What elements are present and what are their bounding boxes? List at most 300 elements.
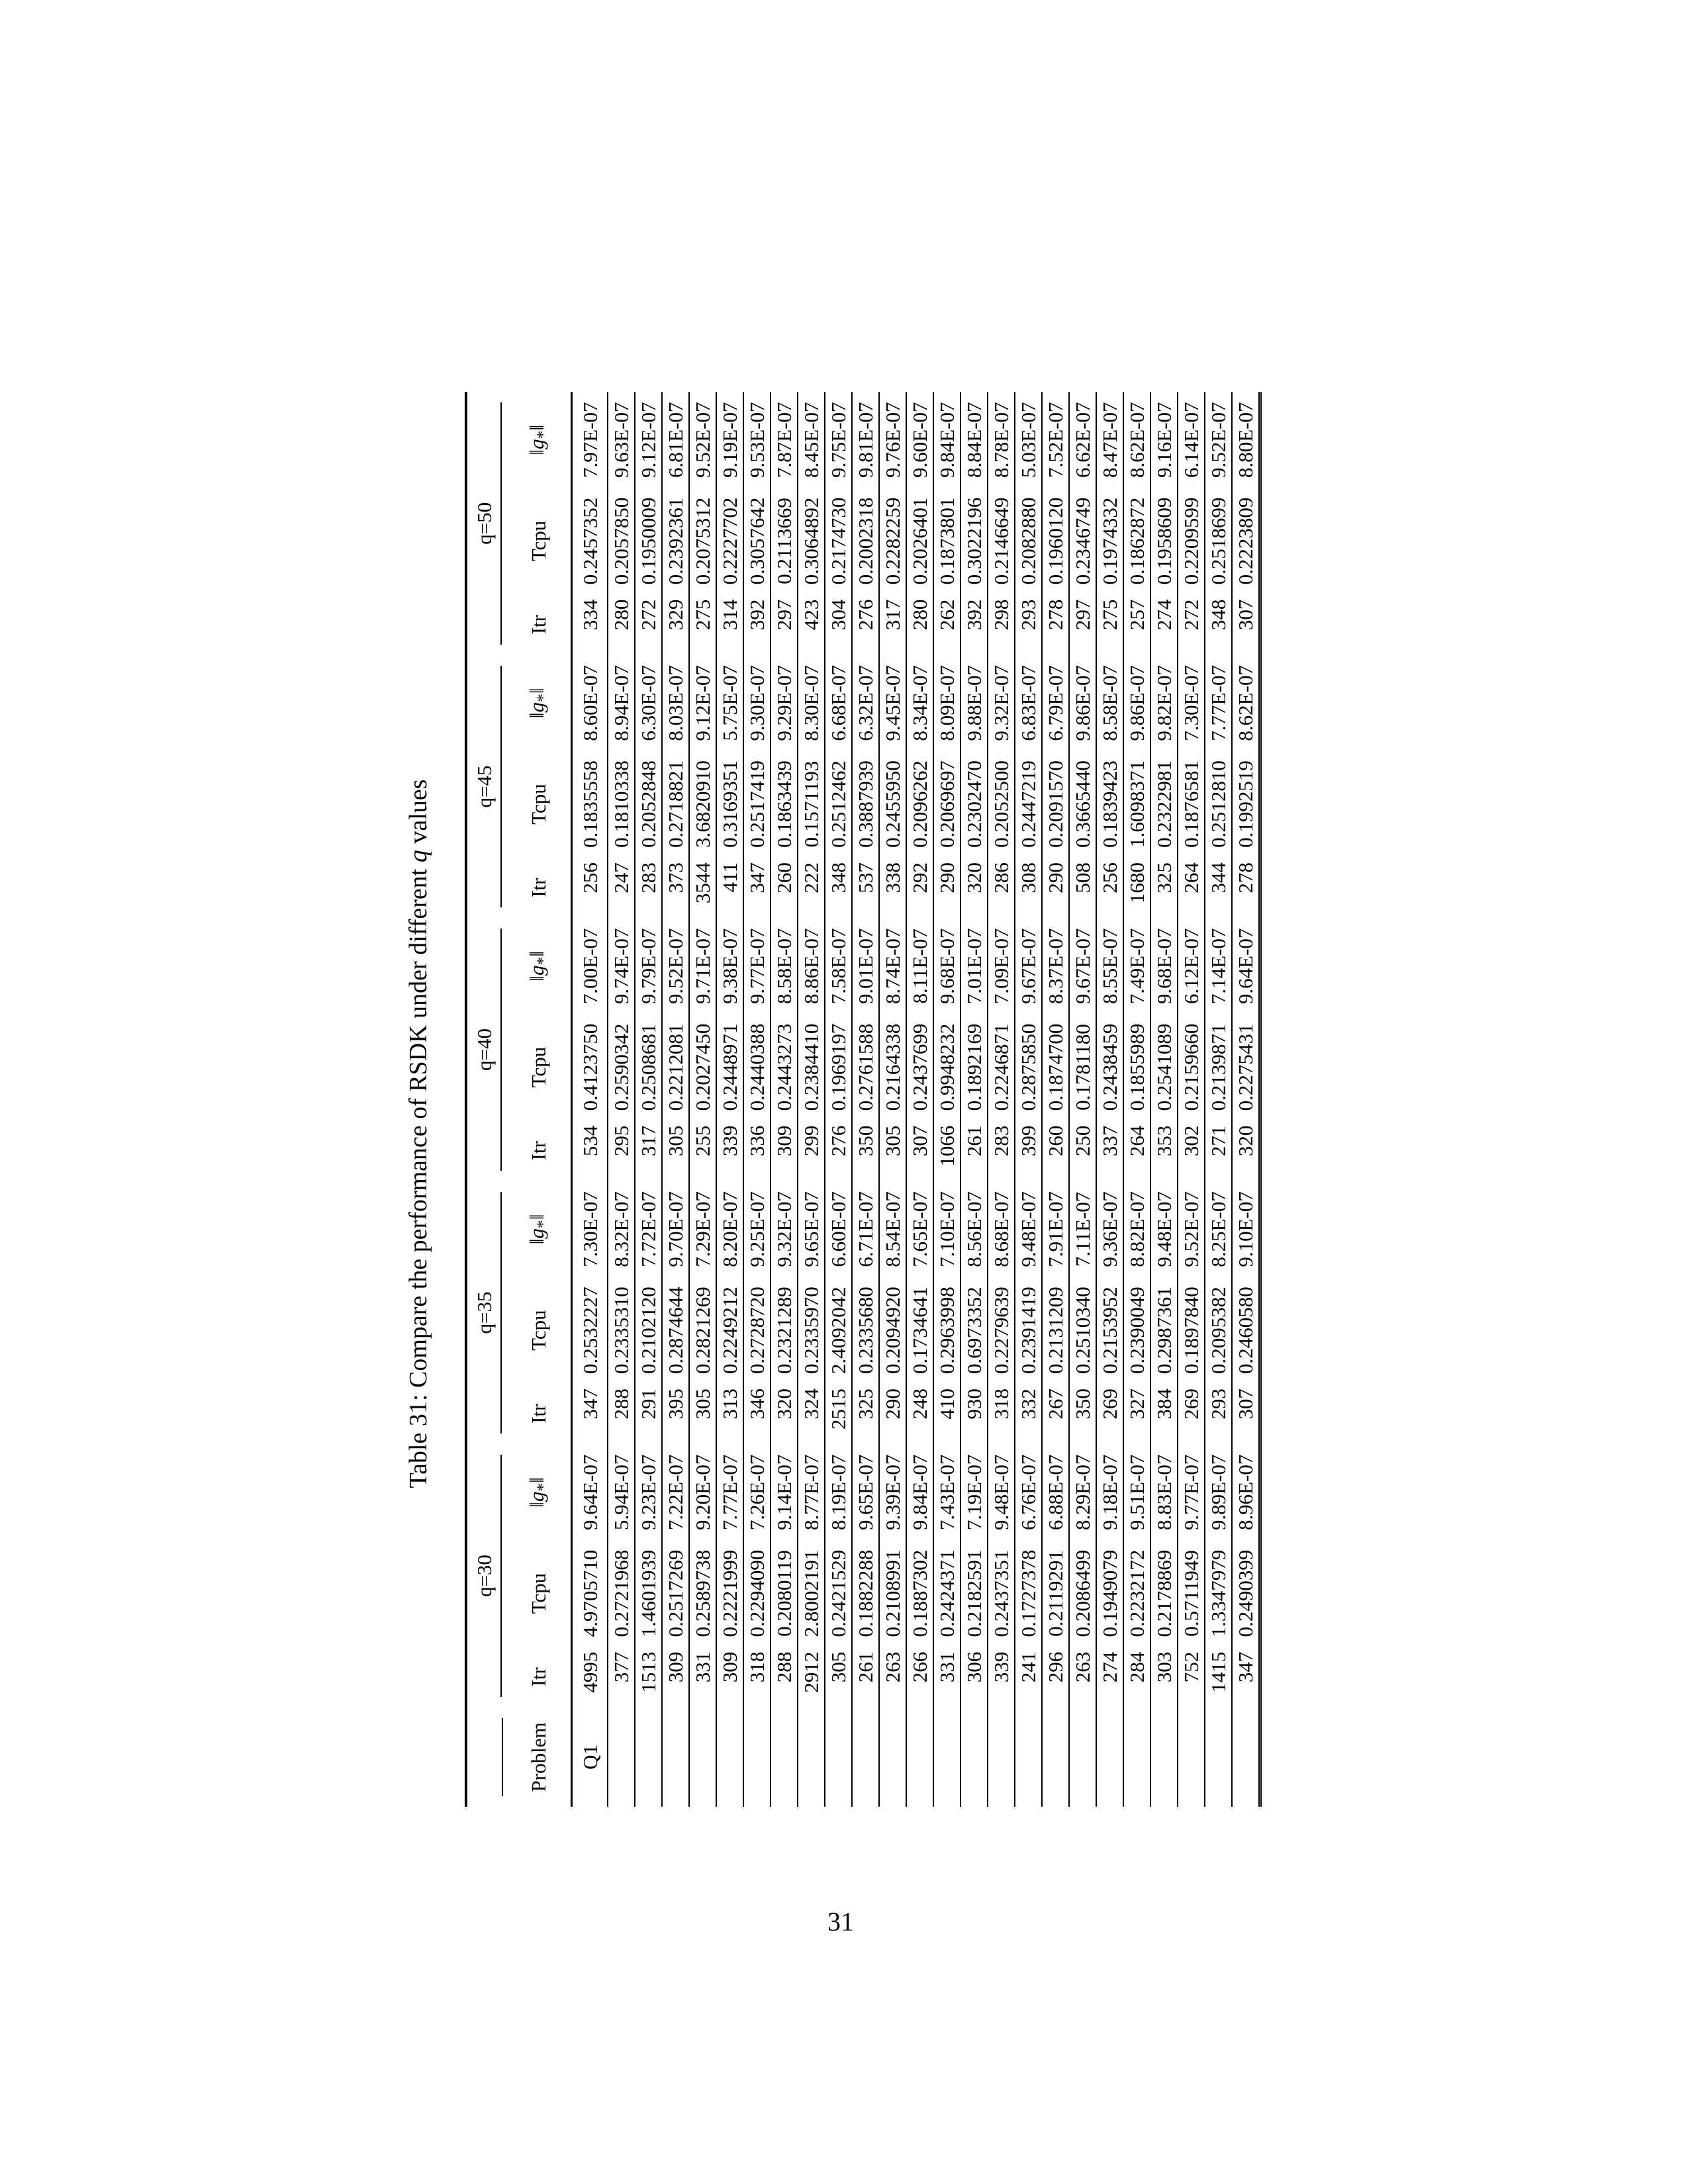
table-row [1042, 392, 1069, 1807]
itr-cell: 261 [961, 1120, 988, 1181]
group-header-q40: q=40 [466, 918, 507, 1181]
table-row [1150, 392, 1178, 1807]
table-body [572, 392, 1260, 1807]
itr-cell: 269 [1178, 1383, 1205, 1444]
itr-cell: 276 [825, 1120, 852, 1181]
itr-cell: 384 [1150, 1383, 1178, 1444]
itr-cell: 305 [689, 1383, 716, 1444]
tcpu-cell: 0.2437351 [988, 1541, 1015, 1647]
tcpu-cell: 0.2721968 [608, 1541, 635, 1647]
gnorm-cell: 7.22E-07 [662, 1444, 689, 1540]
itr-cell: 331 [933, 1647, 961, 1707]
tcpu-cell: 0.2221999 [716, 1541, 743, 1647]
gnorm-cell: 6.88E-07 [1042, 1444, 1069, 1540]
itr-cell: 262 [933, 594, 961, 655]
tcpu-cell: 0.2094920 [879, 1277, 906, 1383]
problem-cell: Q1 [572, 1707, 608, 1807]
itr-cell: 318 [988, 1383, 1015, 1444]
gnorm-cell: 9.52E-07 [689, 392, 716, 488]
problem-cell [716, 1707, 743, 1807]
tcpu-cell: 0.2139871 [1205, 1014, 1232, 1120]
itr-cell: 275 [689, 594, 716, 655]
tcpu-cell: 0.2424371 [933, 1541, 961, 1647]
gnorm-cell: 7.14E-07 [1205, 918, 1232, 1014]
itr-cell: 334 [572, 594, 608, 655]
itr-cell: 280 [608, 594, 635, 655]
gnorm-cell: 7.30E-07 [572, 1181, 608, 1277]
table-row [1123, 392, 1150, 1807]
gnorm-cell: 9.01E-07 [852, 918, 879, 1014]
gnorm-cell: 8.25E-07 [1205, 1181, 1232, 1277]
itr-cell: 347 [743, 857, 771, 918]
tcpu-cell: 0.2440388 [743, 1014, 771, 1120]
gnorm-cell: 6.81E-07 [662, 392, 689, 488]
gnorm-cell: 7.58E-07 [825, 918, 852, 1014]
itr-cell: 320 [961, 857, 988, 918]
problem-cell [825, 1707, 852, 1807]
gnorm-cell: 8.94E-07 [608, 655, 635, 751]
gnorm-label: $‖g_*‖$ [524, 1477, 553, 1508]
gnorm-cell: 7.43E-07 [933, 1444, 961, 1540]
problem-cell [1015, 1707, 1042, 1807]
gnorm-cell: 9.89E-07 [1205, 1444, 1232, 1540]
tcpu-cell: 0.1960120 [1042, 488, 1069, 594]
tcpu-cell: 0.2390049 [1123, 1277, 1150, 1383]
itr-cell: 4995 [572, 1647, 608, 1707]
tcpu-cell: 0.2095382 [1205, 1277, 1232, 1383]
problem-cell [1150, 1707, 1178, 1807]
gnorm-cell: 8.55E-07 [1096, 918, 1123, 1014]
results-table [465, 392, 1262, 1807]
tcpu-cell: 0.2392361 [662, 488, 689, 594]
itr-cell: 320 [1232, 1120, 1260, 1181]
tcpu-cell: 0.2761588 [852, 1014, 879, 1120]
tcpu-cell: 0.2384410 [798, 1014, 825, 1120]
gnorm-cell: 7.65E-07 [906, 1181, 933, 1277]
itr-cell: 324 [798, 1383, 825, 1444]
gnorm-cell: 5.94E-07 [608, 1444, 635, 1540]
itr-cell: 534 [572, 1120, 608, 1181]
problem-cell [743, 1707, 771, 1807]
itr-cell: 313 [716, 1383, 743, 1444]
caption-prefix: Table 31: Compare the performance of RSDK under different [404, 862, 432, 1488]
tcpu-cell: 0.1863439 [771, 751, 798, 857]
itr-cell: 256 [572, 857, 608, 918]
gnorm-cell: 8.83E-07 [1150, 1444, 1178, 1540]
itr-cell: 395 [662, 1383, 689, 1444]
gnorm-cell: 8.58E-07 [1096, 655, 1123, 751]
tcpu-cell: 0.2091570 [1042, 751, 1069, 857]
tcpu-cell: 0.1892169 [961, 1014, 988, 1120]
tcpu-cell: 0.2728720 [743, 1277, 771, 1383]
gnorm-label: $‖g_*‖$ [524, 1214, 553, 1245]
tcpu-cell: 0.2874644 [662, 1277, 689, 1383]
gnorm-cell: 9.82E-07 [1150, 655, 1178, 751]
tcpu-cell: 0.1727378 [1015, 1541, 1042, 1647]
itr-cell: 291 [635, 1383, 662, 1444]
itr-cell: 344 [1205, 857, 1232, 918]
itr-cell: 303 [1150, 1647, 1178, 1707]
gnorm-cell: 9.84E-07 [906, 1444, 933, 1540]
tcpu-cell: 0.2164338 [879, 1014, 906, 1120]
gnorm-cell: 9.63E-07 [608, 392, 635, 488]
gnorm-cell: 9.71E-07 [689, 918, 716, 1014]
itr-cell: 317 [879, 594, 906, 655]
itr-cell: 288 [771, 1647, 798, 1707]
itr-cell: 307 [1232, 1383, 1260, 1444]
tcpu-cell: 0.2119291 [1042, 1541, 1069, 1647]
tcpu-cell: 0.2460580 [1232, 1277, 1260, 1383]
problem-cell [1096, 1707, 1123, 1807]
problem-cell [906, 1707, 933, 1807]
itr-cell: 3544 [689, 857, 716, 918]
tcpu-cell: 0.2437699 [906, 1014, 933, 1120]
tcpu-cell: 0.2718821 [662, 751, 689, 857]
itr-cell: 327 [1123, 1383, 1150, 1444]
tcpu-cell: 0.1835558 [572, 751, 608, 857]
caption-variable: q [404, 850, 432, 863]
tcpu-cell: 0.2987361 [1150, 1277, 1178, 1383]
itr-cell: 347 [572, 1383, 608, 1444]
gnorm-cell: 9.48E-07 [1015, 1181, 1042, 1277]
itr-cell: 1415 [1205, 1647, 1232, 1707]
column-header-itr: Itr [507, 1383, 572, 1444]
tcpu-cell: 0.2335970 [798, 1277, 825, 1383]
caption-suffix: values [404, 779, 432, 850]
gnorm-cell: 7.77E-07 [716, 1444, 743, 1540]
tcpu-cell: 0.2391419 [1015, 1277, 1042, 1383]
itr-cell: 339 [988, 1647, 1015, 1707]
table-row [798, 392, 825, 1807]
tcpu-cell: 0.2532227 [572, 1277, 608, 1383]
itr-cell: 317 [635, 1120, 662, 1181]
table-row [743, 392, 771, 1807]
itr-cell: 288 [608, 1383, 635, 1444]
problem-cell [1205, 1707, 1232, 1807]
tcpu-cell: 2.8002191 [798, 1541, 825, 1647]
table-row [608, 392, 635, 1807]
gnorm-cell: 7.09E-07 [988, 918, 1015, 1014]
itr-cell: 298 [988, 594, 1015, 655]
tcpu-cell: 0.2512810 [1205, 751, 1232, 857]
tcpu-cell: 0.2232172 [1123, 1541, 1150, 1647]
tcpu-cell: 0.2227702 [716, 488, 743, 594]
itr-cell: 392 [743, 594, 771, 655]
tcpu-cell: 0.1882288 [852, 1541, 879, 1647]
tcpu-cell: 0.2490399 [1232, 1541, 1260, 1647]
itr-cell: 2515 [825, 1383, 852, 1444]
gnorm-cell: 9.68E-07 [1150, 918, 1178, 1014]
tcpu-cell: 0.3057642 [743, 488, 771, 594]
tcpu-cell: 0.2346749 [1069, 488, 1096, 594]
itr-cell: 329 [662, 594, 689, 655]
tcpu-cell: 0.2174730 [825, 488, 852, 594]
tcpu-cell: 0.2069697 [933, 751, 961, 857]
column-header-gnorm [507, 655, 572, 751]
gnorm-cell: 9.81E-07 [852, 392, 879, 488]
tcpu-cell: 0.2102120 [635, 1277, 662, 1383]
itr-cell: 297 [771, 594, 798, 655]
rotated-table-container [465, 392, 1268, 1807]
itr-cell: 274 [1150, 594, 1178, 655]
tcpu-cell: 0.2589738 [689, 1541, 716, 1647]
gnorm-cell: 6.62E-07 [1069, 392, 1096, 488]
tcpu-cell: 0.2178869 [1150, 1541, 1178, 1647]
tcpu-cell: 0.2590342 [608, 1014, 635, 1120]
itr-cell: 307 [1232, 594, 1260, 655]
itr-cell: 337 [1096, 1120, 1123, 1181]
gnorm-cell: 8.86E-07 [798, 918, 825, 1014]
itr-cell: 278 [1232, 857, 1260, 918]
table-row [662, 392, 689, 1807]
gnorm-cell: 6.71E-07 [852, 1181, 879, 1277]
itr-cell: 267 [1042, 1383, 1069, 1444]
gnorm-cell: 9.76E-07 [879, 392, 906, 488]
column-header-problem: Problem [507, 1707, 572, 1807]
tcpu-cell: 4.9705710 [572, 1541, 608, 1647]
problem-cell [798, 1707, 825, 1807]
problem-cell [1232, 1707, 1260, 1807]
table-row [933, 392, 961, 1807]
table-row [1178, 392, 1205, 1807]
itr-cell: 266 [906, 1647, 933, 1707]
gnorm-cell: 9.86E-07 [1069, 655, 1096, 751]
tcpu-cell: 0.2510340 [1069, 1277, 1096, 1383]
tcpu-cell: 1.3347979 [1205, 1541, 1232, 1647]
itr-cell: 284 [1123, 1647, 1150, 1707]
gnorm-cell: 7.77E-07 [1205, 655, 1232, 751]
itr-cell: 290 [879, 1383, 906, 1444]
itr-cell: 309 [716, 1647, 743, 1707]
gnorm-cell: 7.87E-07 [771, 392, 798, 488]
gnorm-cell: 7.30E-07 [1178, 655, 1205, 751]
tcpu-cell: 0.2249212 [716, 1277, 743, 1383]
tcpu-cell: 0.3022196 [961, 488, 988, 594]
itr-cell: 295 [608, 1120, 635, 1181]
itr-cell: 275 [1096, 594, 1123, 655]
tcpu-cell: 0.1839423 [1096, 751, 1123, 857]
gnorm-cell: 8.32E-07 [608, 1181, 635, 1277]
column-header-tcpu: Tcpu [507, 1541, 572, 1647]
gnorm-cell: 8.68E-07 [988, 1181, 1015, 1277]
tcpu-cell: 0.2438459 [1096, 1014, 1123, 1120]
itr-cell: 272 [635, 594, 662, 655]
tcpu-cell: 0.2294090 [743, 1541, 771, 1647]
gnorm-cell: 8.54E-07 [879, 1181, 906, 1277]
itr-cell: 293 [1205, 1383, 1232, 1444]
tcpu-cell: 0.2821269 [689, 1277, 716, 1383]
column-header-tcpu: Tcpu [507, 488, 572, 594]
itr-cell: 1513 [635, 1647, 662, 1707]
itr-cell: 338 [879, 857, 906, 918]
tcpu-cell: 0.2096262 [906, 751, 933, 857]
itr-cell: 331 [689, 1647, 716, 1707]
gnorm-cell: 9.75E-07 [825, 392, 852, 488]
tcpu-cell: 0.1734641 [906, 1277, 933, 1383]
tcpu-cell: 0.1873801 [933, 488, 961, 594]
itr-cell: 336 [743, 1120, 771, 1181]
tcpu-cell: 0.2159660 [1178, 1014, 1205, 1120]
gnorm-cell: 9.52E-07 [1205, 392, 1232, 488]
tcpu-cell: 3.6820910 [689, 751, 716, 857]
itr-cell: 325 [1150, 857, 1178, 918]
gnorm-cell: 9.65E-07 [852, 1444, 879, 1540]
problem-cell [852, 1707, 879, 1807]
itr-cell: 261 [852, 1647, 879, 1707]
tcpu-cell: 0.1950009 [635, 488, 662, 594]
table-caption [402, 637, 435, 1630]
itr-cell: 271 [1205, 1120, 1232, 1181]
tcpu-cell: 0.1992519 [1232, 751, 1260, 857]
problem-group-spacer [466, 1707, 507, 1807]
itr-cell: 373 [662, 857, 689, 918]
tcpu-cell: 0.6973352 [961, 1277, 988, 1383]
gnorm-cell: 9.79E-07 [635, 918, 662, 1014]
itr-cell: 293 [1015, 594, 1042, 655]
table-row [635, 392, 662, 1807]
tcpu-cell: 0.2282259 [879, 488, 906, 594]
itr-cell: 377 [608, 1647, 635, 1707]
tcpu-cell: 0.2223809 [1232, 488, 1260, 594]
gnorm-cell: 9.36E-07 [1096, 1181, 1123, 1277]
gnorm-cell: 8.20E-07 [716, 1181, 743, 1277]
itr-cell: 276 [852, 594, 879, 655]
gnorm-cell: 8.30E-07 [798, 655, 825, 751]
tcpu-cell: 0.2322981 [1150, 751, 1178, 857]
itr-cell: 278 [1042, 594, 1069, 655]
gnorm-cell: 8.09E-07 [933, 655, 961, 751]
gnorm-cell: 7.72E-07 [635, 1181, 662, 1277]
gnorm-cell: 9.20E-07 [689, 1444, 716, 1540]
table-row [1069, 392, 1096, 1807]
problem-cell [635, 1707, 662, 1807]
gnorm-cell: 8.37E-07 [1042, 918, 1069, 1014]
gnorm-cell: 9.67E-07 [1015, 918, 1042, 1014]
itr-cell: 297 [1069, 594, 1096, 655]
gnorm-cell: 8.82E-07 [1123, 1181, 1150, 1277]
itr-cell: 260 [1042, 1120, 1069, 1181]
gnorm-cell: 7.10E-07 [933, 1181, 961, 1277]
gnorm-cell: 8.78E-07 [988, 392, 1015, 488]
gnorm-cell: 8.80E-07 [1232, 392, 1260, 488]
problem-cell [961, 1707, 988, 1807]
itr-cell: 2912 [798, 1647, 825, 1707]
column-header-gnorm [507, 1181, 572, 1277]
column-header-itr: Itr [507, 594, 572, 655]
table-row [689, 392, 716, 1807]
gnorm-cell: 7.26E-07 [743, 1444, 771, 1540]
gnorm-cell: 5.03E-07 [1015, 392, 1042, 488]
gnorm-cell: 7.52E-07 [1042, 392, 1069, 488]
tcpu-cell: 0.2146649 [988, 488, 1015, 594]
gnorm-cell: 9.53E-07 [743, 392, 771, 488]
itr-cell: 537 [852, 857, 879, 918]
gnorm-cell: 6.30E-07 [635, 655, 662, 751]
tcpu-cell: 0.2455950 [879, 751, 906, 857]
itr-cell: 274 [1096, 1647, 1123, 1707]
gnorm-cell: 9.39E-07 [879, 1444, 906, 1540]
gnorm-cell: 9.18E-07 [1096, 1444, 1123, 1540]
tcpu-cell: 0.1855989 [1123, 1014, 1150, 1120]
gnorm-cell: 6.83E-07 [1015, 655, 1042, 751]
problem-cell [1042, 1707, 1069, 1807]
itr-cell: 350 [852, 1120, 879, 1181]
itr-cell: 411 [716, 857, 743, 918]
tcpu-cell: 0.2182591 [961, 1541, 988, 1647]
gnorm-cell: 8.58E-07 [771, 918, 798, 1014]
gnorm-cell: 9.86E-07 [1123, 655, 1150, 751]
itr-cell: 332 [1015, 1383, 1042, 1444]
tcpu-cell: 0.2517419 [743, 751, 771, 857]
problem-cell [988, 1707, 1015, 1807]
tcpu-cell: 0.2302470 [961, 751, 988, 857]
problem-cell [1178, 1707, 1205, 1807]
problem-cell [662, 1707, 689, 1807]
tcpu-cell: 0.2518699 [1205, 488, 1232, 594]
column-header-tcpu: Tcpu [507, 1277, 572, 1383]
column-header-row [507, 392, 572, 1807]
gnorm-cell: 9.64E-07 [572, 1444, 608, 1540]
itr-cell: 257 [1123, 594, 1150, 655]
table-row [906, 392, 933, 1807]
table-row [572, 392, 608, 1807]
tcpu-cell: 0.2275431 [1232, 1014, 1260, 1120]
itr-cell: 269 [1096, 1383, 1123, 1444]
itr-cell: 1066 [933, 1120, 961, 1181]
itr-cell: 256 [1096, 857, 1123, 918]
itr-cell: 305 [825, 1647, 852, 1707]
tcpu-cell: 0.2113669 [771, 488, 798, 594]
itr-cell: 306 [961, 1647, 988, 1707]
itr-cell: 347 [1232, 1647, 1260, 1707]
tcpu-cell: 0.2052500 [988, 751, 1015, 857]
gnorm-cell: 9.19E-07 [716, 392, 743, 488]
table-row [1096, 392, 1123, 1807]
problem-cell [771, 1707, 798, 1807]
itr-cell: 283 [988, 1120, 1015, 1181]
itr-cell: 348 [825, 857, 852, 918]
gnorm-cell: 6.60E-07 [825, 1181, 852, 1277]
gnorm-cell: 7.97E-07 [572, 392, 608, 488]
tcpu-cell: 0.2517269 [662, 1541, 689, 1647]
problem-cell [689, 1707, 716, 1807]
table-row [716, 392, 743, 1807]
tcpu-cell: 0.2443273 [771, 1014, 798, 1120]
tcpu-cell: 0.2209599 [1178, 488, 1205, 594]
gnorm-cell: 9.29E-07 [771, 655, 798, 751]
gnorm-cell: 9.48E-07 [988, 1444, 1015, 1540]
page-number: 31 [827, 1907, 854, 1936]
column-header-itr: Itr [507, 1120, 572, 1181]
itr-cell: 423 [798, 594, 825, 655]
itr-cell: 250 [1069, 1120, 1096, 1181]
gnorm-cell: 9.67E-07 [1069, 918, 1096, 1014]
gnorm-cell: 6.14E-07 [1178, 392, 1205, 488]
table-row [1232, 392, 1260, 1807]
tcpu-cell: 0.2080119 [771, 1541, 798, 1647]
tcpu-cell: 0.1862872 [1123, 488, 1150, 594]
tcpu-cell: 0.1571193 [798, 751, 825, 857]
tcpu-cell: 0.3665440 [1069, 751, 1096, 857]
gnorm-cell: 8.96E-07 [1232, 1444, 1260, 1540]
gnorm-cell: 9.48E-07 [1150, 1181, 1178, 1277]
itr-cell: 247 [608, 857, 635, 918]
itr-cell: 346 [743, 1383, 771, 1444]
gnorm-cell: 9.77E-07 [1178, 1444, 1205, 1540]
tcpu-cell: 0.1949079 [1096, 1541, 1123, 1647]
gnorm-cell: 8.62E-07 [1232, 655, 1260, 751]
gnorm-cell: 8.03E-07 [662, 655, 689, 751]
